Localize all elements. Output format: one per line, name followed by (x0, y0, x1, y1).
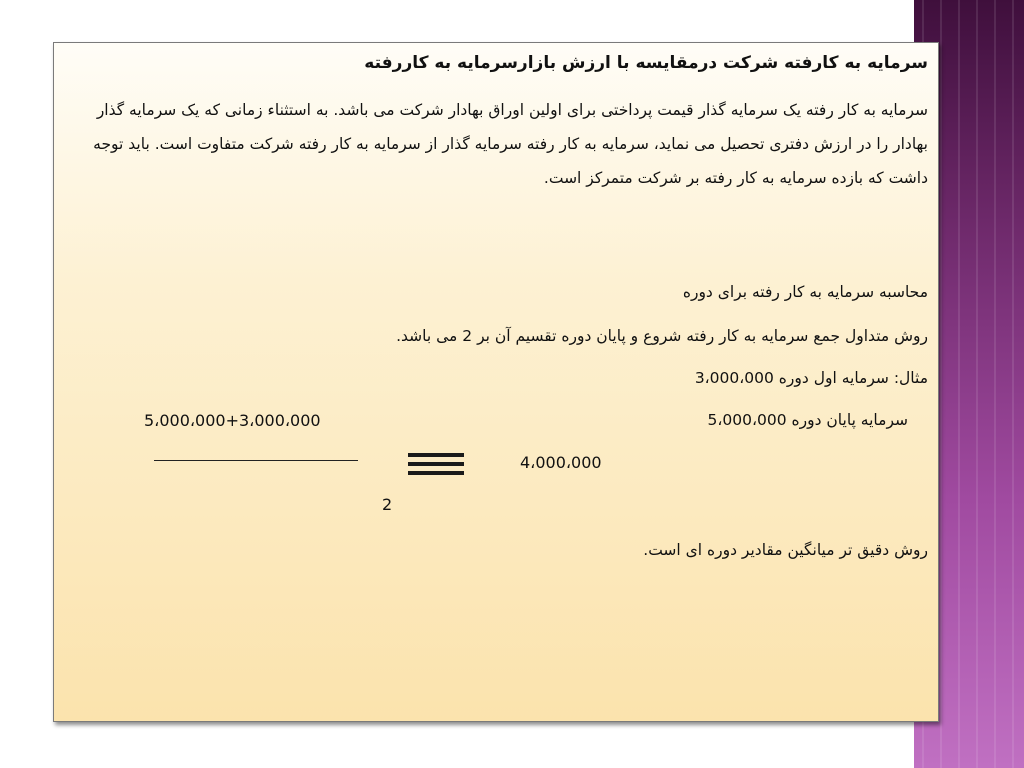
example-value: 3،000،000 (694, 369, 774, 387)
closing-note: روش دقیق تر میانگین مقادیر دوره ای است. (643, 541, 928, 559)
example-label: مثال: سرمایه اول دوره (778, 369, 928, 387)
end-capital-value: 5،000،000 (707, 411, 787, 429)
example-line (695, 369, 928, 387)
body-paragraph: سرمایه به کار رفته یک سرمایه گذار قیمت پرداختی برای اولین اوراق بهادار شرکت می باشد. به استثناء زمانی که یک سرمایه گذار بهادار را در ارزش دفتری تحصیل می نماید، سرمایه به کار رفته سرمایه گذار از سرمایه به کار رفته شرکت متفاوت است. باید توجه داشت که بازده سرمایه به کار رفته بر شرکت متمرکز است. (93, 101, 928, 187)
band-stripe (958, 0, 960, 768)
equals-icon (408, 453, 464, 475)
fraction-numerator: 5،000،000+3،000،000 (144, 411, 321, 430)
method-description: روش متداول جمع سرمایه به کار رفته شروع و پایان دوره تقسیم آن بر 2 می باشد. (396, 327, 928, 345)
result-value: 4،000،000 (520, 453, 602, 472)
fraction-denominator: 2 (382, 495, 393, 514)
band-stripe (994, 0, 996, 768)
slide-content-box (53, 42, 939, 722)
band-stripe (1012, 0, 1014, 768)
band-stripe (940, 0, 942, 768)
calculation-heading: محاسبه سرمایه به کار رفته برای دوره (682, 283, 928, 301)
end-capital-label: سرمایه پایان دوره (791, 411, 908, 429)
slide-title: سرمایه به کارفته شرکت درمقایسه با ارزش بازارسرمایه به کاررفته (364, 53, 928, 73)
end-capital-line (708, 411, 908, 429)
band-stripe (976, 0, 978, 768)
fraction-line (154, 460, 358, 461)
